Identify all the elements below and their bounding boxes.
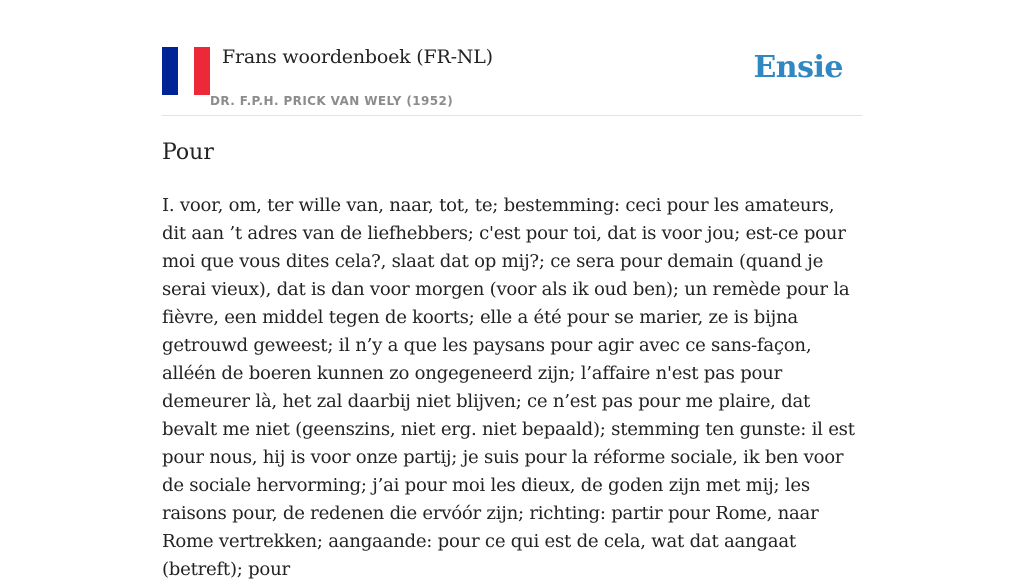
flag-france-icon	[162, 47, 210, 95]
flag-stripe-white	[178, 47, 194, 95]
dictionary-title-link[interactable]: Frans woordenboek (FR-NL)	[222, 46, 493, 68]
dictionary-author: DR. F.P.H. PRICK VAN WELY (1952)	[210, 94, 454, 108]
entry-definition: I. voor, om, ter wille van, naar, tot, te; bestemming: ceci pour les amateurs, dit aan ’t adres van de liefhebbers; c'est pour toi, dat is voor jou; est-ce pour moi que vous dites cela?, slaat dat op mij?; ce sera pour demain (quand je serai vieux), dat is dan voor morgen (voor als ik oud ben); un remède pour la fièvre, een middel tegen de koorts; elle a été pour se marier, ze is bijna getrouwd geweest; il n’y a que les paysans pour agir avec ce sans-façon, alléén de boeren kunnen zo ongegeneerd zijn; l’affaire n'est pas pour demeurer là, het zal daarbij niet blijven; ce n’est pas pour me plaire, dat bevalt me niet (geenszins, niet erg. niet bepaald); stemming ten gunste: il est pour nous, hij is voor onze partij; je suis pour la réforme sociale, ik ben voor de sociale hervorming; j’ai pour moi les dieux, de goden zijn met mij; les raisons pour, de redenen die ervóór zijn; richting: partir pour Rome, naar Rome vertrekken; aangaande: pour ce qui est de cela, wat dat aangaat (betreft); pour	[162, 195, 855, 580]
brand-logo-link[interactable]: Ensie	[753, 50, 843, 85]
flag-stripe-red	[194, 47, 210, 95]
page-container	[162, 0, 862, 580]
entry-headword: Pour	[162, 140, 214, 165]
dictionary-header	[162, 0, 862, 116]
flag-stripe-blue	[162, 47, 178, 95]
